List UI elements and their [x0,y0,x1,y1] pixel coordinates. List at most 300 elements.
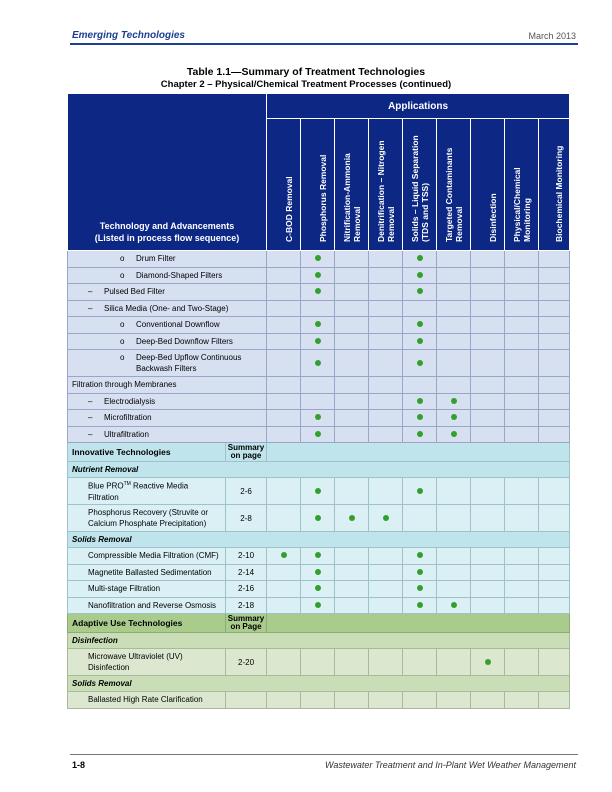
application-cell [539,393,570,410]
application-column-header [539,119,570,251]
application-cell [335,317,369,334]
application-cell [301,597,335,614]
application-cell [335,393,369,410]
application-cell [539,426,570,443]
table-row [68,251,570,268]
technology-cell [68,564,226,581]
technology-label: Silica Media (One- and Two-Stage) [104,303,229,313]
application-cell [505,692,539,709]
application-cell [437,393,471,410]
application-cell [301,564,335,581]
technology-label: Blue PRO [88,481,124,491]
application-cell [539,333,570,350]
subsection-label: Solids Removal [68,676,570,692]
column-label-line2: Monitoring [521,198,532,242]
application-cell [403,564,437,581]
trademark-sup: TM [123,481,131,488]
technology-label-cont: Disinfection [88,663,130,672]
bullet-marker: – [88,396,93,406]
application-column-label [342,153,362,242]
application-cell [335,284,369,301]
application-cell [301,692,335,709]
technology-cell [68,317,267,334]
application-cell [369,564,403,581]
application-cell [505,333,539,350]
application-cell [301,426,335,443]
application-cell [437,284,471,301]
applies-dot-icon [417,414,423,420]
footer-rule [70,754,578,755]
applies-dot-icon [417,321,423,327]
application-cell [539,350,570,377]
subsection-label: Solids Removal [68,532,570,548]
applies-dot-icon [315,515,321,521]
application-cell [437,350,471,377]
bullet-marker: o [120,336,125,346]
application-cell [301,548,335,565]
application-cell [471,548,505,565]
application-cell [539,267,570,284]
summary-page-cell: 2-14 [226,564,267,581]
application-cell [301,333,335,350]
application-cell [301,478,335,505]
application-cell [403,267,437,284]
column-label-line2: (TDS and TSS) [419,182,430,242]
applies-dot-icon [315,414,321,420]
application-cell [403,284,437,301]
application-cell [403,649,437,676]
application-cell [335,426,369,443]
application-cell [335,649,369,676]
application-cell [539,597,570,614]
bullet-marker: – [88,413,93,423]
application-cell [267,267,301,284]
column-label-line2: Removal [351,206,362,242]
application-cell [471,597,505,614]
applies-dot-icon [417,602,423,608]
column-label-line1: Physical/Chemical [511,167,522,242]
application-column-header [437,119,471,251]
bullet-marker: o [120,320,125,330]
application-cell [403,426,437,443]
application-cell [369,267,403,284]
application-cell [437,649,471,676]
technology-label: Diamond-Shaped Filters [136,270,223,280]
application-cell [437,478,471,505]
application-cell [539,649,570,676]
technology-label: Compressible Media Filtration (CMF) [88,551,219,561]
application-cell [403,597,437,614]
application-cell [403,548,437,565]
application-cell [505,564,539,581]
table-row [68,410,570,427]
applies-dot-icon [315,488,321,494]
application-cell [437,333,471,350]
bullet-marker: o [120,254,125,264]
application-cell [471,333,505,350]
application-cell [369,284,403,301]
application-cell [403,692,437,709]
application-cell [301,649,335,676]
table-row [68,505,570,532]
technology-label: Magnetite Ballasted Sedimentation [88,567,212,577]
technology-label: Pulsed Bed Filter [104,287,165,297]
application-cell [437,581,471,598]
technology-label: Conventional Downflow [136,320,220,330]
table-row [68,548,570,565]
application-cell [539,284,570,301]
application-cell [335,267,369,284]
application-cell [539,300,570,317]
technology-cell [68,267,267,284]
application-cell [267,300,301,317]
application-cell [505,350,539,377]
application-cell [471,692,505,709]
applies-dot-icon [417,552,423,558]
section-label: Innovative Technologies [68,443,226,462]
technology-label: Filtration through Membranes [72,380,177,390]
subsection-label: Disinfection [68,633,570,649]
column-label-line1: Phosphorus Removal [317,154,328,242]
application-cell [403,300,437,317]
application-cell [369,350,403,377]
application-cell [301,350,335,377]
summary-header-line1: Summary [227,443,265,452]
technology-cell [68,597,226,614]
applies-dot-icon [315,255,321,261]
application-cell [471,300,505,317]
application-cell [267,410,301,427]
column-label-line1: Disinfection [487,193,498,242]
application-cell [369,251,403,268]
application-cell [505,478,539,505]
applications-header: Applications [267,94,570,119]
application-cell [403,333,437,350]
nutrient-removal-subheader [68,462,570,478]
application-cell [505,505,539,532]
table-row [68,284,570,301]
application-cell [471,426,505,443]
application-column-header [471,119,505,251]
technology-cell [68,426,267,443]
technology-cell [68,581,226,598]
technology-cell [68,251,267,268]
innovative-section-header [68,443,570,462]
application-cell [335,350,369,377]
column-label-line1: Nitrification-Ammonia [341,153,352,242]
application-cell [301,393,335,410]
application-cell [505,393,539,410]
summary-page-cell: 2-18 [226,597,267,614]
technology-cell [68,692,226,709]
summary-page-cell: 2-20 [226,649,267,676]
application-column-header [335,119,369,251]
application-column-label [554,146,564,242]
applies-dot-icon [417,488,423,494]
application-cell [369,649,403,676]
applies-dot-icon [451,602,457,608]
application-cell [267,284,301,301]
application-cell [505,581,539,598]
application-column-label [318,155,328,242]
technology-cell [68,393,267,410]
column-label-line1: Denitrification – Nitrogen [375,140,386,242]
application-cell [267,649,301,676]
applies-dot-icon [451,414,457,420]
table-row [68,581,570,598]
application-cell [403,581,437,598]
summary-page-cell: 2-16 [226,581,267,598]
application-cell [437,505,471,532]
applies-dot-icon [451,398,457,404]
technology-label: Ballasted High Rate Clarification [88,695,203,705]
applies-dot-icon [315,321,321,327]
application-cell [267,505,301,532]
application-cell [267,478,301,505]
technology-label: Electrodialysis [104,396,156,406]
application-cell [471,350,505,377]
table-row [68,649,570,676]
applies-dot-icon [315,552,321,558]
application-cell [403,410,437,427]
application-cell [335,478,369,505]
applies-dot-icon [417,431,423,437]
footer-title: Wastewater Treatment and In-Plant Wet Weather Management [325,760,576,770]
technology-header-line2: (Listed in process flow sequence) [94,233,240,243]
summary-header-line2: on page [230,451,262,460]
application-cell [437,251,471,268]
application-cell [267,350,301,377]
application-column-label [444,148,464,242]
application-cell [267,251,301,268]
application-cell [471,649,505,676]
application-cell [369,581,403,598]
application-column-label [512,167,532,242]
summary-page-cell: 2-10 [226,548,267,565]
bullet-marker: – [88,303,93,313]
application-cell [369,300,403,317]
application-cell [505,267,539,284]
technology-label-cont: Filtration [88,492,119,502]
application-cell [471,410,505,427]
application-cell [403,505,437,532]
application-cell [471,284,505,301]
bullet-marker: – [88,287,93,297]
table-row [68,692,570,709]
application-cell [335,548,369,565]
application-cell [369,597,403,614]
table-row [68,597,570,614]
application-cell [437,300,471,317]
application-column-header [403,119,437,251]
applies-dot-icon [417,569,423,575]
summary-page-header [226,443,267,462]
application-cell [301,410,335,427]
application-cell [437,597,471,614]
table-row [68,564,570,581]
application-cell [437,267,471,284]
applies-dot-icon [417,288,423,294]
application-cell [335,505,369,532]
technology-cell [68,410,267,427]
application-cell [403,393,437,410]
application-cell [539,410,570,427]
summary-header-line2: on Page [230,622,262,631]
application-cell [369,505,403,532]
application-cell [437,692,471,709]
bullet-marker: o [120,353,125,362]
application-cell [403,350,437,377]
application-cell [403,377,437,394]
technology-cell [68,377,267,394]
application-cell [301,505,335,532]
application-cell [403,478,437,505]
header-rule [70,43,578,45]
technology-label-rest: Reactive Media [130,481,189,491]
application-column-header [505,119,539,251]
bullet-marker: – [88,429,93,439]
application-cell [505,377,539,394]
application-cell [301,317,335,334]
summary-page-header [226,614,267,633]
technology-label: Microfiltration [104,413,152,423]
application-column-header [369,119,403,251]
section-fill [267,614,570,633]
summary-page-cell: 2-8 [226,505,267,532]
application-cell [267,333,301,350]
application-cell [335,377,369,394]
application-cell [437,426,471,443]
application-cell [267,692,301,709]
table-row [68,267,570,284]
technology-cell [68,548,226,565]
technology-label-cont: Calcium Phosphate Precipitation) [88,519,207,528]
applies-dot-icon [315,431,321,437]
application-cell [335,597,369,614]
application-cell [437,377,471,394]
technology-cell [68,350,267,377]
section-label: Adaptive Use Technologies [68,614,226,633]
adaptive-solids-subheader [68,676,570,692]
application-cell [539,317,570,334]
column-label-line1: C-BOD Removal [283,176,294,242]
application-cell [505,649,539,676]
technology-cell [68,284,267,301]
application-cell [471,478,505,505]
application-cell [437,317,471,334]
technology-cell [68,478,226,505]
application-cell [267,377,301,394]
applies-dot-icon [315,602,321,608]
technology-label: Deep-Bed Upflow Continuous [136,353,242,362]
running-header-date: March 2013 [528,31,576,41]
applies-dot-icon [383,515,389,521]
application-cell [505,426,539,443]
application-cell [267,426,301,443]
technology-cell [68,505,226,532]
subsection-label: Nutrient Removal [68,462,570,478]
technology-label-cont: Backwash Filters [136,364,197,373]
table-row [68,377,570,394]
application-cell [471,564,505,581]
technology-label: Multi-stage Filtration [88,584,161,594]
application-column-label [376,140,396,242]
application-cell [471,377,505,394]
application-cell [505,548,539,565]
application-cell [369,333,403,350]
application-cell [403,317,437,334]
application-cell [505,410,539,427]
technology-cell [68,649,226,676]
applies-dot-icon [315,569,321,575]
application-cell [471,581,505,598]
application-column-label [410,135,430,242]
technology-label: Deep-Bed Downflow Filters [136,336,233,346]
application-cell [505,597,539,614]
application-cell [301,267,335,284]
application-cell [505,284,539,301]
application-cell [539,478,570,505]
bullet-marker: o [120,270,125,280]
application-cell [301,581,335,598]
application-cell [471,317,505,334]
summary-page-cell: 2-6 [226,478,267,505]
applies-dot-icon [417,272,423,278]
application-cell [267,317,301,334]
application-cell [335,333,369,350]
table-row [68,350,570,377]
applies-dot-icon [315,585,321,591]
solids-removal-subheader [68,532,570,548]
application-cell [471,505,505,532]
application-cell [335,251,369,268]
application-cell [403,251,437,268]
technology-header-line1: Technology and Advancements [99,221,235,231]
column-label-line1: Biochemical Monitoring [554,145,565,242]
application-cell [335,692,369,709]
application-cell [437,564,471,581]
summary-page-cell [226,692,267,709]
table-title: Table 1.1—Summary of Treatment Technologies [186,66,426,78]
application-cell [335,410,369,427]
summary-header-line1: Summary [227,614,265,623]
table-row [68,333,570,350]
technology-cell [68,333,267,350]
table-row [68,300,570,317]
application-cell [505,251,539,268]
technology-label: Phosphorus Recovery (Struvite or [88,508,209,517]
applies-dot-icon [417,338,423,344]
applies-dot-icon [417,398,423,404]
application-cell [301,284,335,301]
application-cell [539,548,570,565]
applies-dot-icon [417,360,423,366]
application-cell [539,251,570,268]
application-cell [505,317,539,334]
technology-label: Drum Filter [136,254,176,264]
column-label-line1: Solids – Liquid Separation [409,135,420,242]
column-label-line1: Targeted Contaminants [443,147,454,242]
application-cell [539,377,570,394]
application-column-label [488,193,498,242]
applies-dot-icon [485,659,491,665]
application-column-label [284,176,294,242]
application-cell [267,581,301,598]
application-cell [301,377,335,394]
application-column-header [301,119,335,251]
application-cell [539,581,570,598]
table-row [68,426,570,443]
